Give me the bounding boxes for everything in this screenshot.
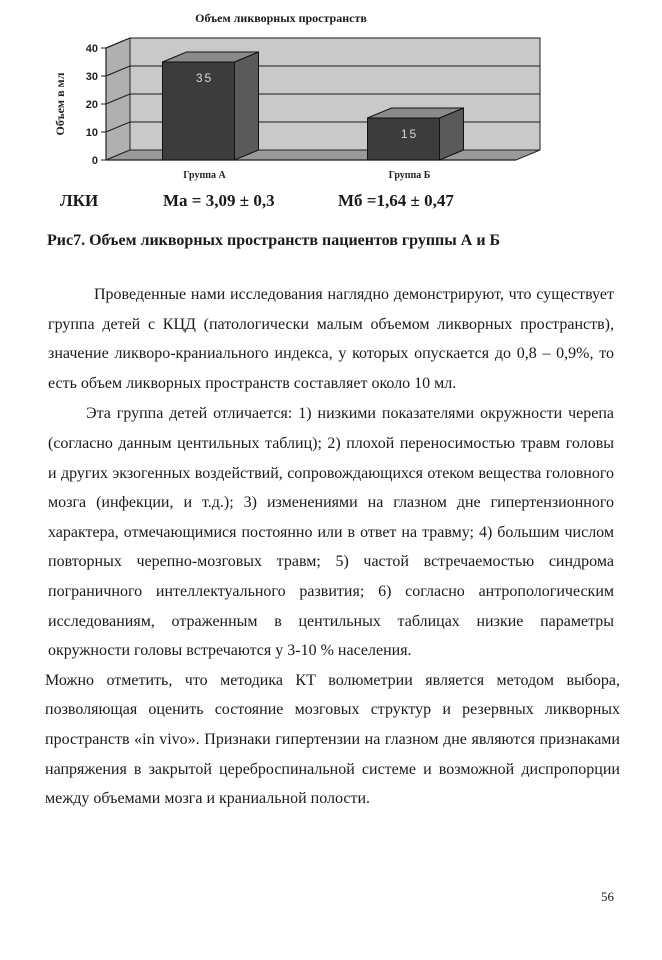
y-tick-label: 40 — [85, 43, 98, 55]
group-b-mean: Mб =1,64 ± 0,47 — [338, 191, 454, 210]
y-tick-label: 10 — [85, 127, 98, 139]
body-text — [45, 280, 620, 814]
y-tick-label: 20 — [85, 99, 98, 111]
lki-label: ЛКИ — [60, 191, 99, 210]
x-tick-label: Группа А — [183, 170, 226, 181]
chart-title-text: Объем ликворных пространств — [195, 11, 367, 25]
lki-summary — [0, 191, 662, 213]
bar-data-label: 35 — [195, 71, 214, 85]
y-tick-label: 30 — [85, 71, 98, 83]
figure-caption: Рис7. Объем ликворных пространств пациентов группы А и Б — [47, 232, 501, 249]
chart-title — [0, 11, 662, 26]
paragraph-3: Можно отметить, что методика КТ волюметрии является методом выбора, позволяющая оценить состояние мозговых структур и резервных ликворных пространств «in vivo». Признаки гипертензии на глазном дне являются признаками напряжения в закрытой цереброспинальной системе и возможной диспропорции между объемами мозга и краниальной полости. — [45, 671, 620, 808]
group-a-mean: Mа = 3,09 ± 0,3 — [163, 191, 275, 210]
y-tick-label: 0 — [91, 155, 98, 167]
bar-chart — [40, 28, 560, 188]
paragraph-1: Проведенные нами исследования наглядно демонстрируют, что существует группа детей с КЦД (патологически малым объемом ликворных пространств), значение ликворо-краниального индекса, у которых опускается до 0,8 – 0,9%, то есть объем ликворных пространств составляет около 10 мл. — [48, 286, 614, 392]
y-axis-label: Объем в мл — [53, 72, 67, 136]
bar-data-label: 15 — [400, 127, 419, 141]
page-number: 56 — [601, 889, 614, 904]
x-tick-label: Группа Б — [388, 170, 431, 181]
bar-side — [235, 52, 259, 160]
paragraph-2: Эта группа детей отличается: 1) низкими показателями окружности черепа (согласно данным центильных таблиц); 2) плохой переносимостью травм головы и других экзогенных воздействий, сопровождающихся отеком вещества головного мозга (инфекции, и т.д.); 3) изменениями на глазном дне гипертензионного характера, отмечающимися постоянно или в ответ на травму; 4) большим числом повторных черепно-мозговых травм; 5) частой встречаемостью синдрома пограничного интеллектуального развития; 6) согласно антропологическим исследованиям, отраженным в центильных таблицах низкие параметры окружности головы встречаются у 3-10 % населения. — [48, 405, 614, 660]
